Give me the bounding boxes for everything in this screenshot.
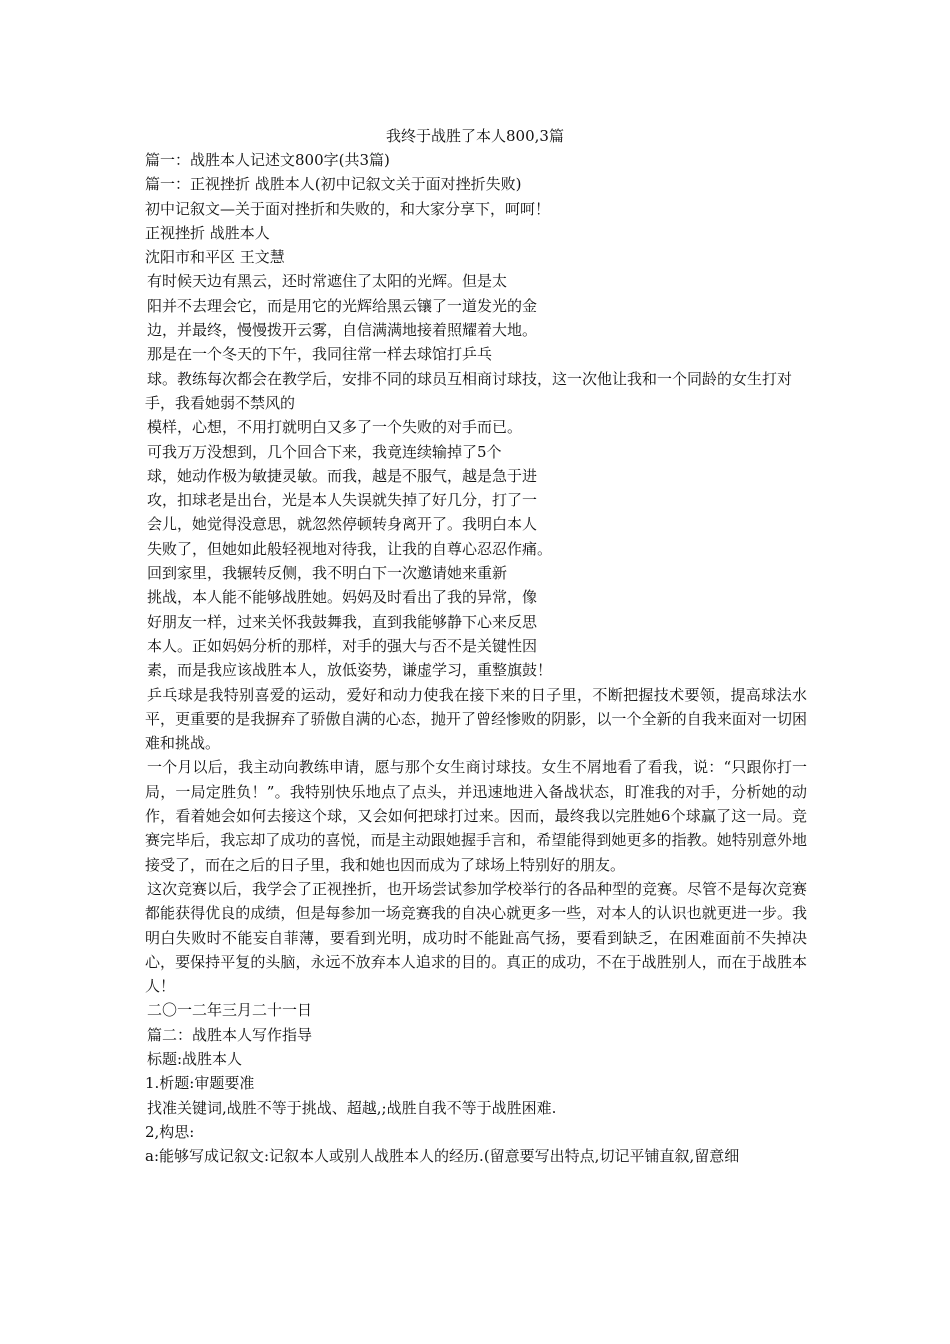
paragraph: 这次竞赛以后，我学会了正视挫折，也开场尝试参加学校举行的各品种型的竞赛。尽管不是每次竞赛都能获得优良的成绩，但是每参加一场竞赛我的自决心就更多一些，对本人的认识也就更进一步。我明白失败时不能妄自菲薄，要看到光明，成功时不能趾高气扬，要看到缺乏，在困难面前不失掉决心，要保持平复的头脑，永远不放弃本人追求的目的。真正的成功，不在于战胜别人，而在于战胜本人！ [145, 879, 808, 996]
paragraph: 乒乓球是我特别喜爱的运动，爱好和动力使我在接下来的日子里，不断把握技术要领，提高球法水平，更重要的是我摒弃了骄傲自满的心态，抛开了曾经惨败的阴影，以一个全新的自我来面对一切困难和挑战。 [145, 685, 807, 753]
paragraph-line: 球，她动作极为敏捷灵敏。而我，越是不服气，越是急于进 [147, 466, 538, 485]
paragraph-line: 攻，扣球老是出台，光是本人失误就失掉了好几分，打了一 [147, 491, 538, 510]
paragraph-line: 回到家里，我辗转反侧，我不明白下一次邀请她来重新 [147, 564, 508, 583]
author-line: 沈阳市和平区 王文慧 [145, 248, 285, 267]
paragraph-line: 那是在一个冬天的下午，我同往常一样去球馆打乒乓 [147, 345, 493, 364]
date-line: 二〇一二年三月二十一日 [147, 1001, 313, 1020]
paragraph-line: 会儿，她觉得没意思，就忽然停顿转身离开了。我明白本人 [147, 515, 538, 534]
paragraph-line: 本人。正如妈妈分析的那样，对手的强大与否不是关键性因 [147, 636, 538, 655]
paragraph: 一个月以后，我主动向教练申请，愿与那个女生商讨球技。女生不屑地看了看我，说：“只跟你打一局，一局定胜负！”。我特别快乐地点了点头，并迅速地进入备战状态，盯准我的对手，分析她的动作，看着她会如何去接这个球，又会如何把球打过来。因而，最终我以完胜她6个球赢了这一局。竞赛完毕后，我忘却了成功的喜悦，而是主动跟她握手言和，希望能得到她更多的指教。她特别意外地接受了，而在之后的日子里，我和她也因而成为了球场上特别好的朋友。 [145, 758, 807, 874]
document-title: 我终于战胜了本人800,3篇 [386, 127, 564, 145]
paragraph-line: 模样，心想，不用打就明白又多了一个失败的对手而已。 [147, 418, 523, 437]
heading-line: 篇一：战胜本人记述文800字(共3篇) [145, 151, 390, 169]
paragraph-line: 球。教练每次都会在教学后，安排不同的球员互相商讨球技，这一次他让我和一个同龄的女生打对手，我看她弱不禁风的 [145, 369, 793, 412]
paragraph-line: 失败了，但她如此般轻视地对待我，让我的自尊心忍忍作痛。 [147, 539, 553, 558]
paragraph-line: 标题:战胜本人 [147, 1049, 243, 1068]
heading-line: 篇二：战胜本人写作指导 [147, 1025, 313, 1044]
paragraph-line: 阳并不去理会它，而是用它的光辉给黑云镶了一道发光的金 [147, 296, 538, 315]
paragraph-line: 可我万万没想到，几个回合下来，我竟连续输掉了5个 [147, 442, 502, 461]
subtitle-line: 正视挫折 战胜本人 [145, 223, 270, 242]
paragraph-line: 挑战，本人能不能够战胜她。妈妈及时看出了我的异常，像 [147, 588, 538, 607]
paragraph-line: 1.析题:审题要准 [145, 1074, 255, 1093]
paragraph-line: 2,构思: [145, 1122, 195, 1141]
paragraph-line: 好朋友一样，过来关怀我鼓舞我，直到我能够静下心来反思 [147, 612, 538, 631]
paragraph-line: 找准关键词,战胜不等于挑战、超越,;战胜自我不等于战胜困难. [147, 1098, 557, 1117]
paragraph-line: 边，并最终，慢慢拨开云雾，自信满满地接着照耀着大地。 [147, 321, 538, 340]
paragraph-line: 初中记叙文—关于面对挫折和失败的，和大家分享下，呵呵！ [145, 199, 551, 218]
paragraph-line: a:能够写成记叙文:记叙本人或别人战胜本人的经历.(留意要写出特点,切记平铺直叙,留意细 [145, 1147, 740, 1166]
paragraph-line: 有时候天边有黑云，还时常遮住了太阳的光辉。但是太 [147, 272, 508, 291]
heading-line: 篇一：正视挫折 战胜本人(初中记叙文关于面对挫折失败) [145, 175, 522, 194]
paragraph-line: 素，而是我应该战胜本人，放低姿势，谦虚学习，重整旗鼓！ [147, 661, 553, 680]
document-body [145, 148, 807, 1168]
